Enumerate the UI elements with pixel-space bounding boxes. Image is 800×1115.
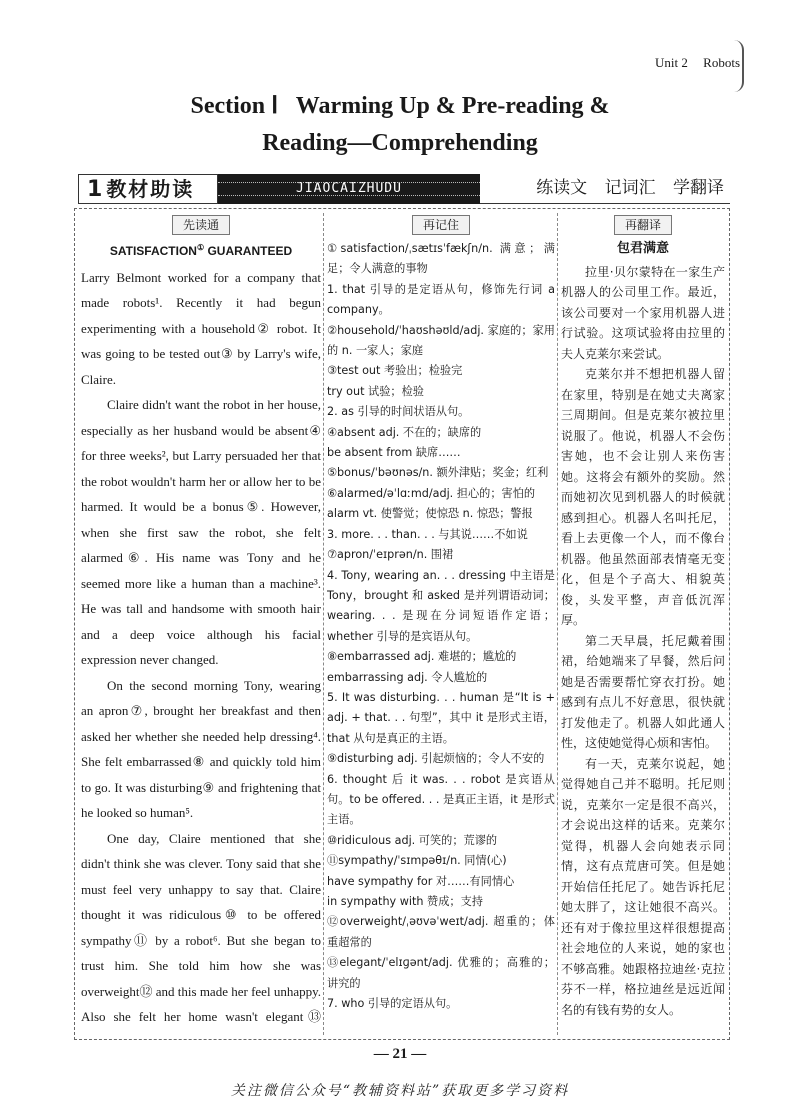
translation-title: 包君满意 (616, 241, 669, 256)
note-item: alarm vt. 使警觉；使惊恐 n. 惊恐；警报 (327, 507, 533, 521)
passage-title-rest: GUARANTEED (204, 244, 293, 258)
notes-column (327, 215, 555, 1033)
translation-column-label: 再翻译 (614, 215, 672, 235)
section-title (0, 88, 800, 162)
note-item: 3. more. . . than. . . 与其说……不如说 (327, 527, 528, 541)
note-item: ⑪sympathy/ˈsɪmpəθɪ/n. 同情(心) (327, 854, 507, 868)
footer-note: 关注微信公众号“教辅资料站”获取更多学习资料 (230, 1083, 570, 1099)
note-item: 4. Tony, wearing an. . . dressing 中主语是 Tony，brought 和 asked 是并列谓语动词；wearing. . . 是现在分词短语作定语；whether 引导的是宾语从句。 (327, 568, 555, 643)
note-item: have sympathy for 对……有同情心 (327, 874, 515, 888)
note-item: ⑥alarmed/əˈlɑːmd/adj. 担心的；害怕的 (327, 486, 536, 500)
translation-paragraph: 拉里·贝尔蒙特在一家生产机器人的公司里工作。最近，该公司要对一个家用机器人进行试验。这项试验将由拉里的夫人克莱尔来尝试。 (561, 264, 725, 361)
note-item: ⑦apron/ˈeɪprən/n. 围裙 (327, 548, 454, 562)
section-title-line1: Section Ⅰ Warming Up & Pre-reading & (190, 93, 610, 119)
passage-title-word: SATISFACTION (109, 244, 197, 258)
unit-name: Robots (703, 55, 740, 70)
unit-header (655, 55, 740, 71)
note-item: ④absent adj. 不在的；缺席的 (327, 425, 482, 439)
section-banner (78, 174, 730, 204)
page-number: — 21 — (373, 1046, 427, 1062)
note-item: ⑤bonus/ˈbəʊnəs/n. 额外津贴；奖金；红利 (327, 466, 549, 480)
passage-paragraph: On the second morning Tony, wearing an apron⑦, brought her breakfast and then asked her whether she needed help dressing⁴. She felt embarrassed⑧ and quickly told him to go. It was disturbing⑨ and frightening that he looked so human⁵. (81, 677, 321, 820)
note-item: ⑩ridiculous adj. 可笑的；荒谬的 (327, 833, 498, 847)
note-item: ⑧embarrassed adj. 难堪的；尴尬的 (327, 650, 517, 664)
note-item: 7. who 引导的定语从句。 (327, 997, 458, 1011)
note-item: in sympathy with 赞成；支持 (327, 895, 483, 908)
translation-paragraph: 克莱尔并不想把机器人留在家里，特别是在她丈夫离家三周期间。但是克莱尔被拉里说服了。他说，机器人不会伤害她，也不会让别人来伤害她。这将会有额外的奖励。然而她初次见到机器人的时候就感到担心。机器人名叫托尼，看上去更像一个人，而不像台机器。他虽然面部表情毫无变化，但是个子高大、相貌英俊，头发平整，声音低沉浑厚。 (561, 367, 725, 627)
passage-paragraph: One day, Claire mentioned that she didn't think she was clever. Tony said that she must feel very unhappy to say that. Claire thought it was ridiculous⑩ to be offered sympathy⑪ by a robot⁶. But she began to trust him. She told him how she was overweight⑫ and this made her feel unhappy. Also she felt her home wasn't elegant⑬ (81, 830, 321, 1024)
reading-column-header (81, 215, 321, 235)
translation-paragraph: 有一天，克莱尔说起，她觉得她自己并不聪明。托尼则说，克莱尔一定是很不高兴，才会说出这样的话来。克莱尔觉得，机器人会向她表示同情，这有点荒唐可笑。但是她开始信任托尼了。她告诉托尼她太胖了，这让她很不高兴。还有对于像拉里这样很想提高社会地位的人来说，她的家也不够高雅。她跟格拉迪丝·克拉芬不一样，格拉迪丝是远近闻名的有钱有势的女人。 (561, 756, 725, 1017)
note-item: 5. It was disturbing. . . human 是“It is + adj. + that. . . 句型”，其中 it 是形式主语，that 从句是真正的主语。 (327, 690, 555, 745)
passage-title-mark: ① (196, 243, 205, 252)
unit-number: Unit 2 (655, 55, 688, 70)
passage-paragraph: Claire didn't want the robot in her house, especially as her husband would be absent④ for three weeks², but Larry persuaded her that the robot wouldn't harm her or allow her to be harmed. It would be a bonus⑤. However, when she first saw the robot, she felt alarmed⑥. His name was Tony and he seemed more like a human than a machine³. He was tall and handsome with smooth hair and a deep voice although his facial expression never changed. (81, 397, 321, 667)
translation-paragraph: 第二天早晨，托尼戴着围裙，给她端来了早餐，然后问她是否需要帮忙穿衣打扮。她感到有点儿不好意思，很快就打发他走了。机器人如此通人性，这使她觉得心烦和害怕。 (561, 633, 725, 750)
note-item: embarrassing adj. 令人尴尬的 (327, 670, 488, 684)
reading-passage (81, 239, 321, 1033)
translation-column (561, 215, 725, 1033)
translation-text (561, 239, 725, 1020)
column-divider (323, 213, 324, 1035)
note-item: be absent from 缺席…… (327, 446, 461, 460)
section-title-line2: Reading—Comprehending (262, 130, 538, 156)
banner-label (78, 174, 218, 204)
banner-number: 1 (87, 177, 105, 202)
note-item: 6. thought 后 it was. . . robot 是宾语从句。to be offered. . . 是真正主语，it 是形式主语。 (327, 772, 555, 827)
column-divider (557, 213, 558, 1035)
translation-column-header (561, 215, 725, 235)
note-item: ③test out 考验出；检验完 (327, 364, 463, 378)
reading-column-label: 先读通 (172, 215, 230, 235)
content-frame (74, 208, 730, 1040)
vocab-notes (327, 239, 555, 1014)
banner-motto: 练读文 记词汇 学翻译 (480, 174, 730, 204)
note-item: ⑫overweight/ˌəʊvəˈweɪt/adj. 超重的；体重超常的 (327, 915, 555, 949)
banner-pinyin: JIAOCAIZHUDU (218, 174, 480, 204)
note-item: ②household/ˈhaʊshəʊld/adj. 家庭的；家用的 n. 一家人；家庭 (327, 323, 555, 358)
passage-paragraph: Larry Belmont worked for a company that made robots¹. Recently it had begun experimenting with a household② robot. It was going to be tested out③ by Larry's wife, Claire. (81, 269, 321, 387)
banner-left-text: 教材助读 (106, 177, 195, 201)
note-item: ⑬elegant/ˈelɪɡənt/adj. 优雅的；高雅的；讲究的 (327, 956, 555, 990)
note-item: 1. that 引导的是定语从句，修饰先行词 a company。 (327, 282, 555, 317)
reading-column (81, 215, 321, 1033)
notes-column-header (327, 215, 555, 235)
note-item: try out 试验；检验 (327, 384, 424, 398)
note-item: ①satisfaction/ˌsætɪsˈfækʃn/n. 满意；满足；令人满意的事物 (327, 242, 555, 276)
notes-column-label: 再记住 (412, 215, 470, 235)
note-item: ⑨disturbing adj. 引起烦恼的；令人不安的 (327, 752, 545, 766)
note-item: 2. as 引导的时间状语从句。 (327, 405, 470, 419)
passage-title (81, 239, 321, 265)
